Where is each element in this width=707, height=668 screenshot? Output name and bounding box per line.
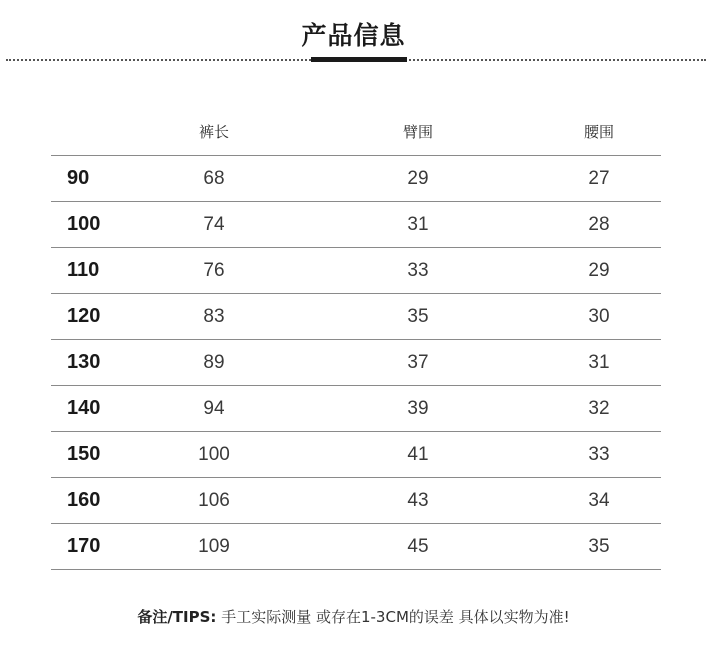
arm-circumference-cell: 29 [299,156,537,202]
size-cell: 100 [51,202,129,248]
footer-note [0,606,707,628]
table-row [51,478,661,524]
waist-circumference-cell: 30 [537,294,661,340]
waist-circumference-cell: 29 [537,248,661,294]
note-label: 备注/TIPS: [137,608,217,626]
arm-circumference-cell: 39 [299,386,537,432]
pants-length-cell: 94 [129,386,299,432]
waist-circumference-cell: 27 [537,156,661,202]
waist-circumference-cell: 32 [537,386,661,432]
pants-length-cell: 68 [129,156,299,202]
table-row [51,294,661,340]
pants-length-cell: 83 [129,294,299,340]
waist-circumference-cell: 31 [537,340,661,386]
table-row [51,202,661,248]
pants-length-cell: 100 [129,432,299,478]
table-row [51,248,661,294]
pants-length-cell: 89 [129,340,299,386]
size-cell: 110 [51,248,129,294]
waist-circumference-cell: 28 [537,202,661,248]
pants-length-cell: 74 [129,202,299,248]
header-arm-circumference: 臂围 [299,108,537,156]
arm-circumference-cell: 43 [299,478,537,524]
note-text: 手工实际测量 或存在1-3CM的误差 具体以实物为准! [221,608,570,626]
table-row [51,340,661,386]
arm-circumference-cell: 41 [299,432,537,478]
waist-circumference-cell: 33 [537,432,661,478]
size-cell: 90 [51,156,129,202]
waist-circumference-cell: 34 [537,478,661,524]
size-cell: 150 [51,432,129,478]
table-row [51,524,661,570]
size-cell: 170 [51,524,129,570]
arm-circumference-cell: 33 [299,248,537,294]
size-cell: 130 [51,340,129,386]
waist-circumference-cell: 35 [537,524,661,570]
arm-circumference-cell: 45 [299,524,537,570]
table-body [51,156,661,570]
title-underline [311,57,407,62]
header-pants-length: 裤长 [129,108,299,156]
arm-circumference-cell: 37 [299,340,537,386]
table-row [51,156,661,202]
size-cell: 160 [51,478,129,524]
table-row [51,432,661,478]
arm-circumference-cell: 35 [299,294,537,340]
table-header-row [51,108,661,156]
size-cell: 140 [51,386,129,432]
arm-circumference-cell: 31 [299,202,537,248]
header-size [51,108,129,156]
size-table [51,108,661,570]
header-waist-circumference: 腰围 [537,108,661,156]
page-title: 产品信息 [301,21,406,50]
pants-length-cell: 76 [129,248,299,294]
size-cell: 120 [51,294,129,340]
table-row [51,386,661,432]
pants-length-cell: 106 [129,478,299,524]
pants-length-cell: 109 [129,524,299,570]
